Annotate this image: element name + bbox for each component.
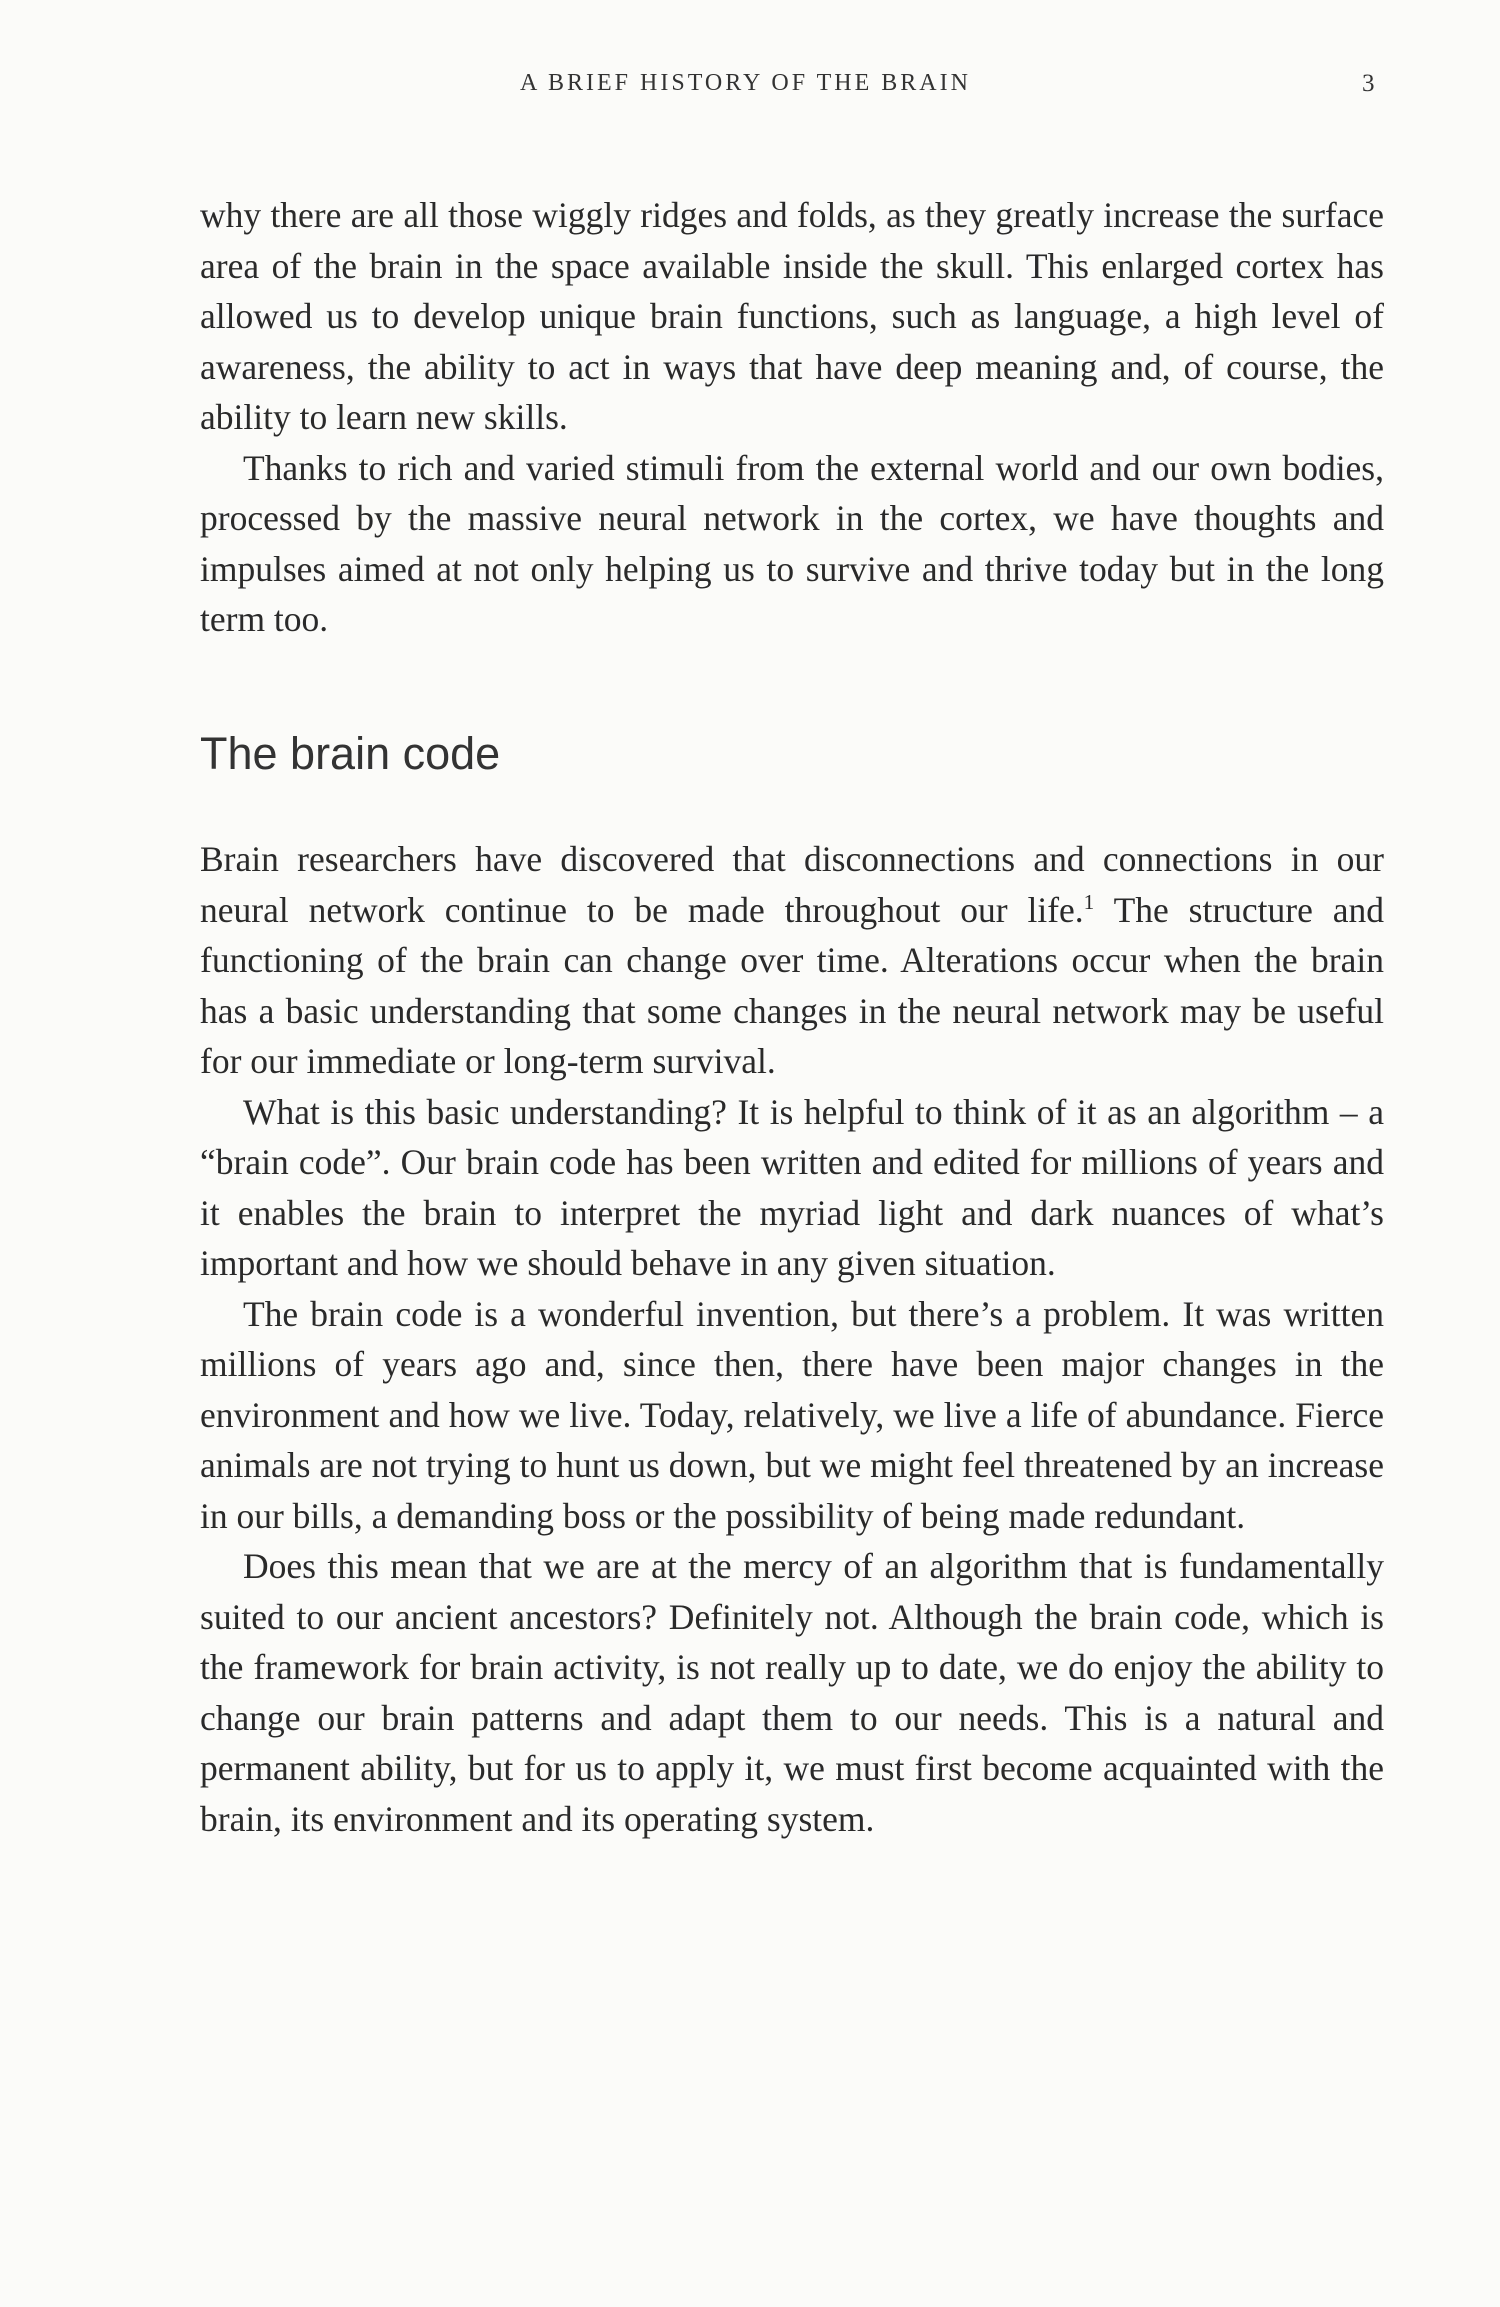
paragraph: why there are all those wiggly ridges and folds, as they greatly increase the surface area of the brain in the space available inside the skull. This enlarged cortex has allowed us to develop unique brain functions, such as language, a high level of awareness, the ability to act in ways that have deep meaning and, of course, the ability to learn new skills.: [200, 195, 1384, 437]
paragraph: The brain code is a wonderful invention, but there’s a problem. It was written millions of years ago and, since then, there have been major changes in the environment and how we live. Today, relatively, we live a life of abundance. Fierce animals are not trying to hunt us down, but we might feel threatened by an increase in our bills, a demanding boss or the possibility of being made redundant.: [200, 1293, 1384, 1536]
running-title: A BRIEF HISTORY OF THE BRAIN: [520, 70, 971, 96]
intro-text: [200, 190, 1384, 645]
footnote-reference: 1: [1083, 889, 1095, 914]
paragraph: [200, 834, 1384, 1087]
paragraph: Does this mean that we are at the mercy of an algorithm that is fundamentally suited to our ancient ancestors? Definitely not. Although the brain code, which is the framework for brain activity, is not really up to date, we do enjoy the ability to change our brain patterns and adapt them to our needs. This is a natural and permanent ability, but for us to apply it, we must first become acquainted with the brain, its environment and its operating system.: [200, 1546, 1384, 1839]
paragraph: Thanks to rich and varied stimuli from the external world and our own bodies, processed by the massive neural network in the cortex, we have thoughts and impulses aimed at not only helping us to survive and thrive today but in the long term too.: [200, 447, 1384, 639]
section-text: [200, 834, 1384, 1844]
paragraph: What is this basic understanding? It is helpful to think of it as an algorithm – a “brain code”. Our brain code has been written and edited for millions of years and it enables the brain to interpret the myriad light and dark nuances of what’s important and how we should behave in any given situation.: [200, 1091, 1384, 1283]
running-header: [0, 70, 1500, 110]
paragraph-text: Brain researchers have discovered that disconnections and connections in our neural network continue to be made throughout our life.: [200, 839, 1384, 930]
paragraph-text: The structure and functioning of the brain can change over time. Alterations occur when the brain has a basic understanding that some changes in the neural network may be useful for our immediate or long-term survival.: [200, 889, 1384, 1081]
page-number: 3: [1362, 70, 1375, 97]
section-heading: The brain code: [200, 728, 501, 779]
